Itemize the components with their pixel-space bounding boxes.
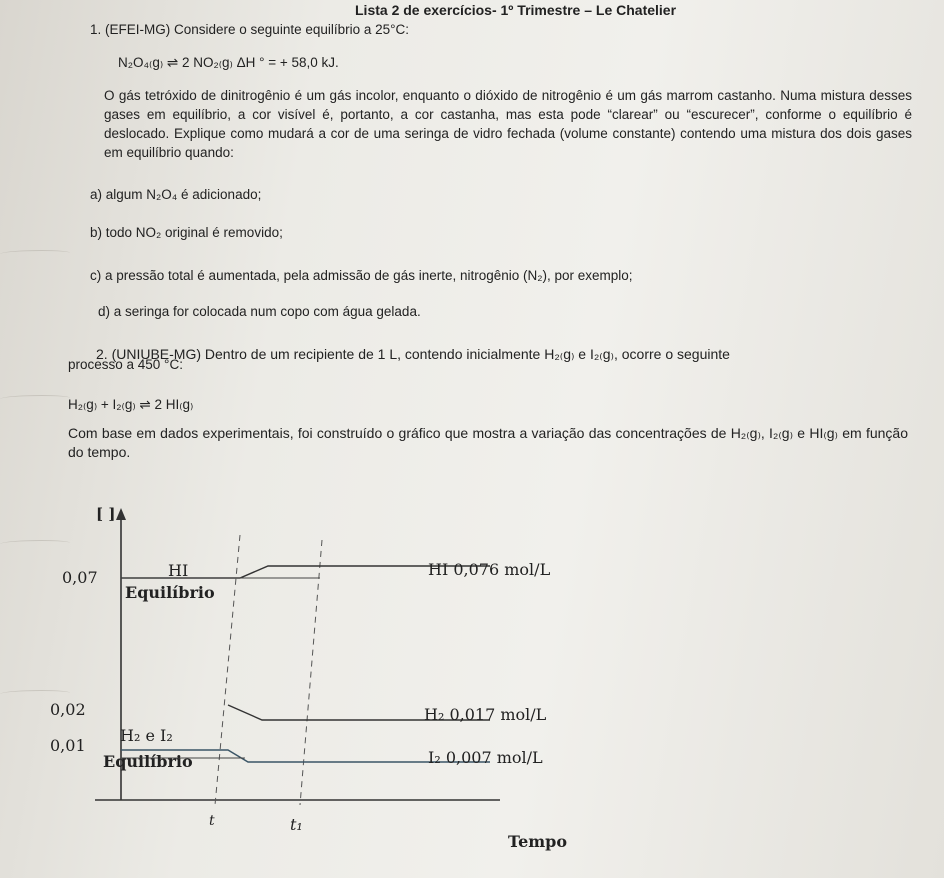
y-axis-arrow-icon [116, 508, 126, 520]
y-axis-label: [ ] [96, 505, 116, 523]
q1-item-c: c) a pressão total é aumentada, pela admissão de gás inerte, nitrogênio (N₂), por exemplo; [90, 268, 633, 283]
q1-item-a: a) algum N₂O₄ é adicionado; [90, 187, 262, 202]
i2-final-label: I₂ 0,007 mol/L [428, 748, 543, 767]
q1-equation: N₂O₄₍g₎ ⇌ 2 NO₂₍g₎ ΔH ° = + 58,0 kJ. [118, 55, 339, 70]
t1-marker [300, 540, 322, 805]
hi-equilibrium-label: Equilíbrio [125, 583, 215, 602]
h2i2-equilibrium-label: Equilíbrio [103, 752, 193, 771]
t1-label: t₁ [290, 815, 303, 834]
t-marker [215, 535, 240, 805]
q2-paragraph: Com base em dados experimentais, foi construído o gráfico que mostra a variação das concentrações de H₂₍g₎, I₂₍g₎ e HI₍g₎ em função do tempo. [68, 425, 908, 460]
q2-heading-cont: processo a 450 °C: [68, 357, 183, 372]
h2i2-label: H₂ e I₂ [120, 726, 173, 745]
q1-item-d: d) a seringa for colocada num copo com água gelada. [98, 304, 421, 319]
page-title: Lista 2 de exercícios- 1º Trimestre – Le Chatelier [355, 2, 677, 18]
t-label: t [209, 813, 215, 829]
q2-heading: 2. (UNIUBE-MG) Dentro de um recipiente de 1 L, contendo inicialmente H₂₍g₎ e I₂₍g₎, ocorre o seguinte [96, 346, 730, 362]
y-tick-002: 0,02 [50, 700, 86, 719]
q1-item-b: b) todo NO₂ original é removido; [90, 225, 283, 240]
y-tick-001: 0,01 [50, 736, 86, 755]
y-tick-007: 0,07 [62, 568, 98, 587]
hi-final-label: HI 0,076 mol/L [428, 560, 551, 579]
h2-final-label: H₂ 0,017 mol/L [424, 705, 547, 724]
x-axis-label: Tempo [508, 832, 568, 851]
q1-heading: 1. (EFEI-MG) Considere o seguinte equilíbrio a 25°C: [90, 22, 410, 37]
q2-equation: H₂₍g₎ + I₂₍g₎ ⇌ 2 HI₍g₎ [68, 397, 194, 412]
hi-label: HI [168, 561, 189, 580]
q1-paragraph: O gás tetróxido de dinitrogênio é um gás incolor, enquanto o dióxido de nitrogênio é um gás marrom castanho. Numa mistura desses gases em equilíbrio, a cor visível é, portanto, a cor castanha, mas esta pode “clarear” ou “escurecer”, conforme o equilíbrio é deslocado. Explique como mudará a cor de uma seringa de vidro fechada (volume constante) contendo uma mistura dos dois gases em equilíbrio quando: [104, 88, 912, 160]
